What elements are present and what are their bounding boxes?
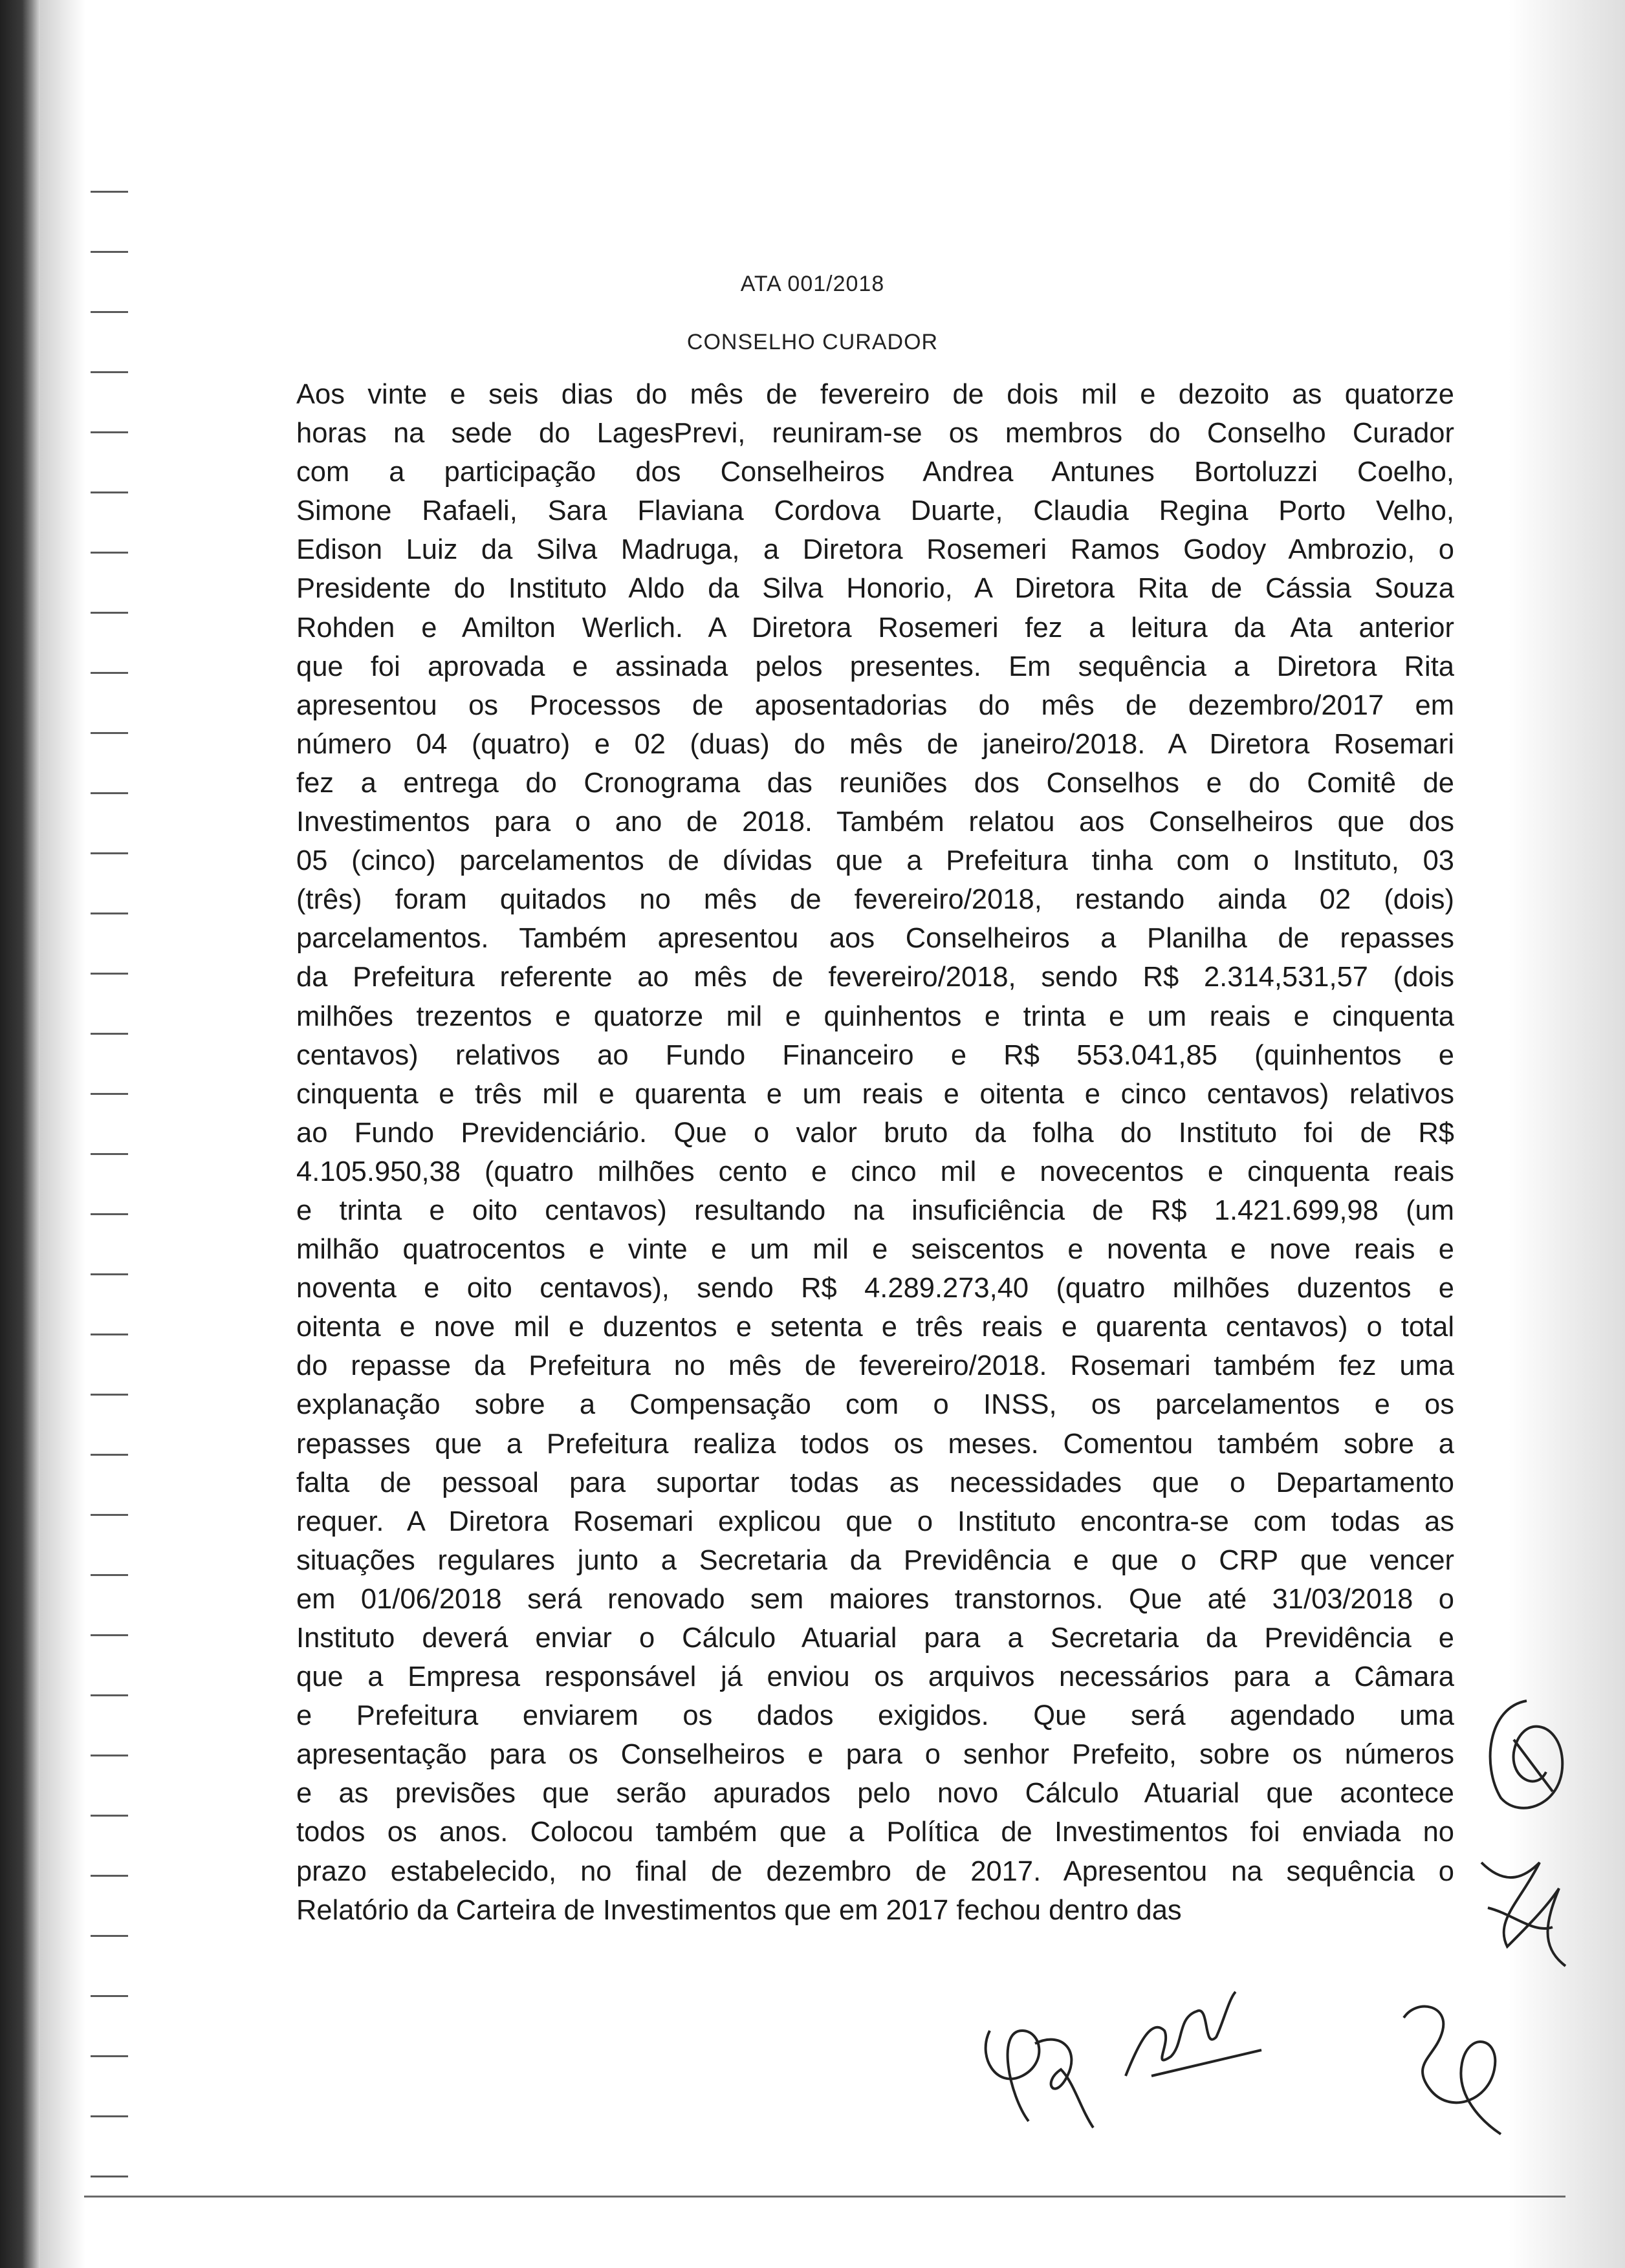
text-line: apresentou os Processos de aposentadorias do mês de dezembro/2017 em xyxy=(296,689,1454,721)
minutes-text xyxy=(296,375,1454,1930)
text-line: Instituto deverá enviar o Cálculo Atuarial para a Secretaria da Previdência e xyxy=(296,1623,1454,1654)
text-line: milhões trezentos e quatorze mil e quinhentos e trinta e um reais e cinquenta xyxy=(296,1000,1454,1032)
margin-tick xyxy=(91,1153,128,1155)
margin-tick xyxy=(91,973,128,975)
margin-tick xyxy=(91,191,128,193)
text-line: Simone Rafaeli, Sara Flaviana Cordova Duarte, Claudia Regina Porto Velho, xyxy=(296,495,1454,527)
text-line: noventa e oito centavos), sendo R$ 4.289.273,40 (quatro milhões duzentos e xyxy=(296,1273,1454,1304)
text-line: e Prefeitura enviarem os dados exigidos. Que será agendado uma xyxy=(296,1700,1454,1732)
margin-tick xyxy=(91,1634,128,1636)
text-line: prazo estabelecido, no final de dezembro de 2017. Apresentou na sequência o xyxy=(296,1855,1454,1887)
signature-initial-3 xyxy=(1391,1992,1514,2141)
text-line: oitenta e nove mil e duzentos e setenta e três reais e quarenta centavos) o total xyxy=(296,1312,1454,1343)
text-line: Investimentos para o ano de 2018. Também relatou aos Conselheiros que dos xyxy=(296,806,1454,838)
margin-tick xyxy=(91,1334,128,1335)
margin-tick xyxy=(91,251,128,253)
text-line: 05 (cinco) parcelamentos de dívidas que a Prefeitura tinha com o Instituto, 03 xyxy=(296,845,1454,877)
margin-tick xyxy=(91,1273,128,1275)
text-line: Aos vinte e seis dias do mês de fevereiro de dois mil e dezoito as quatorze xyxy=(296,379,1454,410)
text-line: do repasse da Prefeitura no mês de fevereiro/2018. Rosemari também fez uma xyxy=(296,1350,1454,1382)
margin-tick xyxy=(91,1815,128,1817)
margin-tick xyxy=(91,913,128,914)
margin-tick xyxy=(91,612,128,614)
margin-tick xyxy=(91,1995,128,1997)
text-line: todos os anos. Colocou também que a Política de Investimentos foi enviada no xyxy=(296,1817,1454,1848)
document-title: ATA 001/2018 xyxy=(740,272,885,296)
margin-tick xyxy=(91,1755,128,1756)
text-line: ao Fundo Previdenciário. Que o valor bruto da folha do Instituto foi de R$ xyxy=(296,1117,1454,1149)
text-line: centavos) relativos ao Fundo Financeiro e R$ 553.041,85 (quinhentos e xyxy=(296,1039,1454,1071)
text-line: apresentação para os Conselheiros e para o senhor Prefeito, sobre os números xyxy=(296,1739,1454,1771)
text-line: fez a entrega do Cronograma das reuniões dos Conselhos e do Comitê de xyxy=(296,767,1454,799)
text-line: milhão quatrocentos e vinte e um mil e seiscentos e noventa e nove reais e xyxy=(296,1234,1454,1266)
text-line: e trinta e oito centavos) resultando na insuficiência de R$ 1.421.699,98 (um xyxy=(296,1194,1454,1226)
text-line: número 04 (quatro) e 02 (duas) do mês de janeiro/2018. A Diretora Rosemari xyxy=(296,728,1454,760)
text-line: Presidente do Instituto Aldo da Silva Honorio, A Diretora Rita de Cássia Souza xyxy=(296,573,1454,605)
margin-tick xyxy=(91,371,128,373)
text-line: e as previsões que serão apurados pelo novo Cálculo Atuarial que acontece xyxy=(296,1778,1454,1809)
text-line: com a participação dos Conselheiros Andrea Antunes Bortoluzzi Coelho, xyxy=(296,457,1454,488)
page-bottom-line xyxy=(84,2196,1565,2198)
margin-tick xyxy=(91,792,128,794)
text-line: falta de pessoal para suportar todas as necessidades que o Departamento xyxy=(296,1467,1454,1498)
margin-tick xyxy=(91,1033,128,1035)
margin-tick xyxy=(91,311,128,313)
text-line: (três) foram quitados no mês de fevereiro/2018, restando ainda 02 (dois) xyxy=(296,884,1454,916)
margin-tick xyxy=(91,1935,128,1937)
text-line: explanação sobre a Compensação com o INSS, os parcelamentos e os xyxy=(296,1389,1454,1421)
margin-tick xyxy=(91,552,128,554)
text-line: Edison Luiz da Silva Madruga, a Diretora Rosemeri Ramos Godoy Ambrozio, o xyxy=(296,534,1454,566)
margin-tick xyxy=(91,2115,128,2117)
text-line: horas na sede do LagesPrevi, reuniram-se os membros do Conselho Curador xyxy=(296,418,1454,449)
margin-tick xyxy=(91,491,128,493)
text-line: Relatório da Carteira de Investimentos que em 2017 fechou dentro das xyxy=(296,1894,1182,1926)
margin-tick xyxy=(91,1213,128,1215)
margin-tick xyxy=(91,2055,128,2057)
text-line: da Prefeitura referente ao mês de fevereiro/2018, sendo R$ 2.314,531,57 (dois xyxy=(296,962,1454,993)
text-line: parcelamentos. Também apresentou aos Conselheiros a Planilha de repasses xyxy=(296,923,1454,955)
right-margin-initial-2 xyxy=(1468,1850,1572,1972)
margin-tick xyxy=(91,732,128,734)
text-line: situações regulares junto a Secretaria da Previdência e que o CRP que vencer xyxy=(296,1544,1454,1576)
signature-initial-1 xyxy=(970,1992,1100,2134)
right-margin-initial-1 xyxy=(1475,1694,1572,1824)
text-line: repasses que a Prefeitura realiza todos os meses. Comentou também sobre a xyxy=(296,1428,1454,1460)
text-line: que foi aprovada e assinada pelos presentes. Em sequência a Diretora Rita xyxy=(296,651,1454,682)
margin-tick xyxy=(91,1875,128,1877)
margin-tick xyxy=(91,1394,128,1396)
margin-tick xyxy=(91,1454,128,1456)
text-line: requer. A Diretora Rosemari explicou que o Instituto encontra-se com todas as xyxy=(296,1506,1454,1537)
text-line: em 01/06/2018 será renovado sem maiores transtornos. Que até 31/03/2018 o xyxy=(296,1583,1454,1615)
text-line: 4.105.950,38 (quatro milhões cento e cinco mil e novecentos e cinquenta reais xyxy=(296,1156,1454,1187)
signature-2 xyxy=(1113,1979,1268,2095)
margin-tick xyxy=(91,431,128,433)
margin-tick xyxy=(91,672,128,674)
text-line: Rohden e Amilton Werlich. A Diretora Rosemeri fez a leitura da Ata anterior xyxy=(296,612,1454,643)
margin-tick xyxy=(91,1694,128,1696)
margin-tick xyxy=(91,1514,128,1516)
document-subtitle: CONSELHO CURADOR xyxy=(686,330,939,354)
margin-tick xyxy=(91,1574,128,1576)
text-line: que a Empresa responsável já enviou os arquivos necessários para a Câmara xyxy=(296,1661,1454,1693)
text-line: cinquenta e três mil e quarenta e um reais e oitenta e cinco centavos) relativos xyxy=(296,1078,1454,1110)
margin-tick xyxy=(91,852,128,854)
margin-tick xyxy=(91,2176,128,2177)
margin-tick xyxy=(91,1093,128,1095)
